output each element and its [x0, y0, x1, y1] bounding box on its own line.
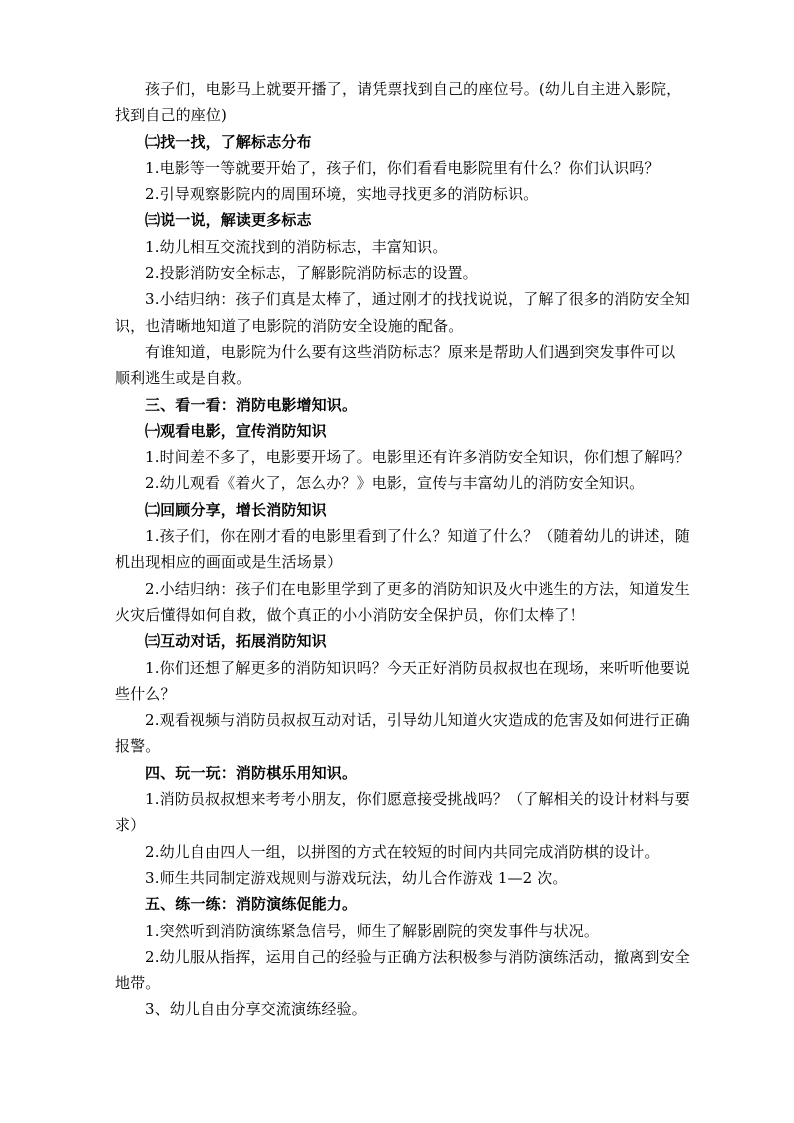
section-heading: 五、练一练：消防演练促能力。	[145, 895, 358, 914]
section-heading: 四、玩一玩：消防棋乐用知识。	[145, 763, 358, 782]
paragraph: 孩子们，电影马上就要开播了，请凭票找到自己的座位号。(幼儿自主进入影院，找到自己的座位)	[115, 80, 682, 125]
paragraph: 3、幼儿自由分享交流演练经验。	[145, 1000, 367, 1019]
section-subheading: ㈡找一找，了解标志分布	[145, 132, 312, 151]
paragraph: 2.幼儿服从指挥，运用自己的经验与正确方法积极参与消防演练活动，撤离到安全地带。	[115, 947, 690, 993]
paragraph: 1.孩子们，你在刚才看的电影里看到了什么？知道了什么？（随着幼儿的讲述，随机出现相应的画面或是生活场景）	[115, 527, 690, 572]
paragraph: 2.投影消防安全标志，了解影院消防标志的设置。	[145, 264, 478, 283]
document-body	[115, 76, 690, 1023]
paragraph: 2.小结归纳：孩子们在电影里学到了更多的消防知识及火中逃生的方法，知道发生火灾后懂得如何自救，做个真正的小小消防安全保护员，你们太棒了！	[115, 579, 690, 624]
paragraph: 1.时间差不多了，电影要开场了。电影里还有许多消防安全知识，你们想了解吗？	[145, 448, 690, 467]
paragraph: 2.幼儿观看《着火了，怎么办？》电影，宣传与丰富幼儿的消防安全知识。	[145, 474, 645, 493]
paragraph: 有谁知道，电影院为什么要有这些消防标志？原来是帮助人们遇到突发事件可以顺利逃生或是自救。	[115, 342, 676, 388]
paragraph: 1.突然听到消防演练紧急信号，师生了解影剧院的突发事件与状况。	[145, 921, 599, 940]
paragraph: 2.观看视频与消防员叔叔互动对话，引导幼儿知道火灾造成的危害及如何进行正确报警。	[115, 711, 690, 756]
section-subheading: ㈢说一说，解读更多标志	[145, 211, 312, 230]
section-subheading: ㈠观看电影，宣传消防知识	[145, 421, 327, 440]
paragraph: 2.幼儿自由四人一组，以拼图的方式在较短的时间内共同完成消防棋的设计。	[145, 842, 660, 861]
section-subheading: ㈢互动对话，拓展消防知识	[145, 632, 327, 651]
paragraph: 1.电影等一等就要开始了，孩子们，你们看看电影院里有什么？你们认识吗？	[145, 158, 660, 177]
section-subheading: ㈡回顾分享，增长消防知识	[145, 500, 327, 519]
paragraph: 3.师生共同制定游戏规则与游戏玩法，幼儿合作游戏 1—2 次。	[145, 868, 568, 887]
paragraph: 1.幼儿相互交流找到的消防标志，丰富知识。	[145, 237, 448, 256]
section-heading: 三、看一看：消防电影增知识。	[145, 395, 358, 414]
paragraph: 1.消防员叔叔想来考考小朋友，你们愿意接受挑战吗？（了解相关的设计材料与要求）	[115, 790, 690, 835]
paragraph: 2.引导观察影院内的周围环境，实地寻找更多的消防标识。	[145, 185, 539, 204]
paragraph: 3.小结归纳：孩子们真是太棒了，通过刚才的找找说说，了解了很多的消防安全知识，也清晰地知道了电影院的消防安全设施的配备。	[115, 290, 690, 335]
paragraph: 1.你们还想了解更多的消防知识吗？今天正好消防员叔叔也在现场，来听听他要说些什么？	[115, 658, 690, 703]
